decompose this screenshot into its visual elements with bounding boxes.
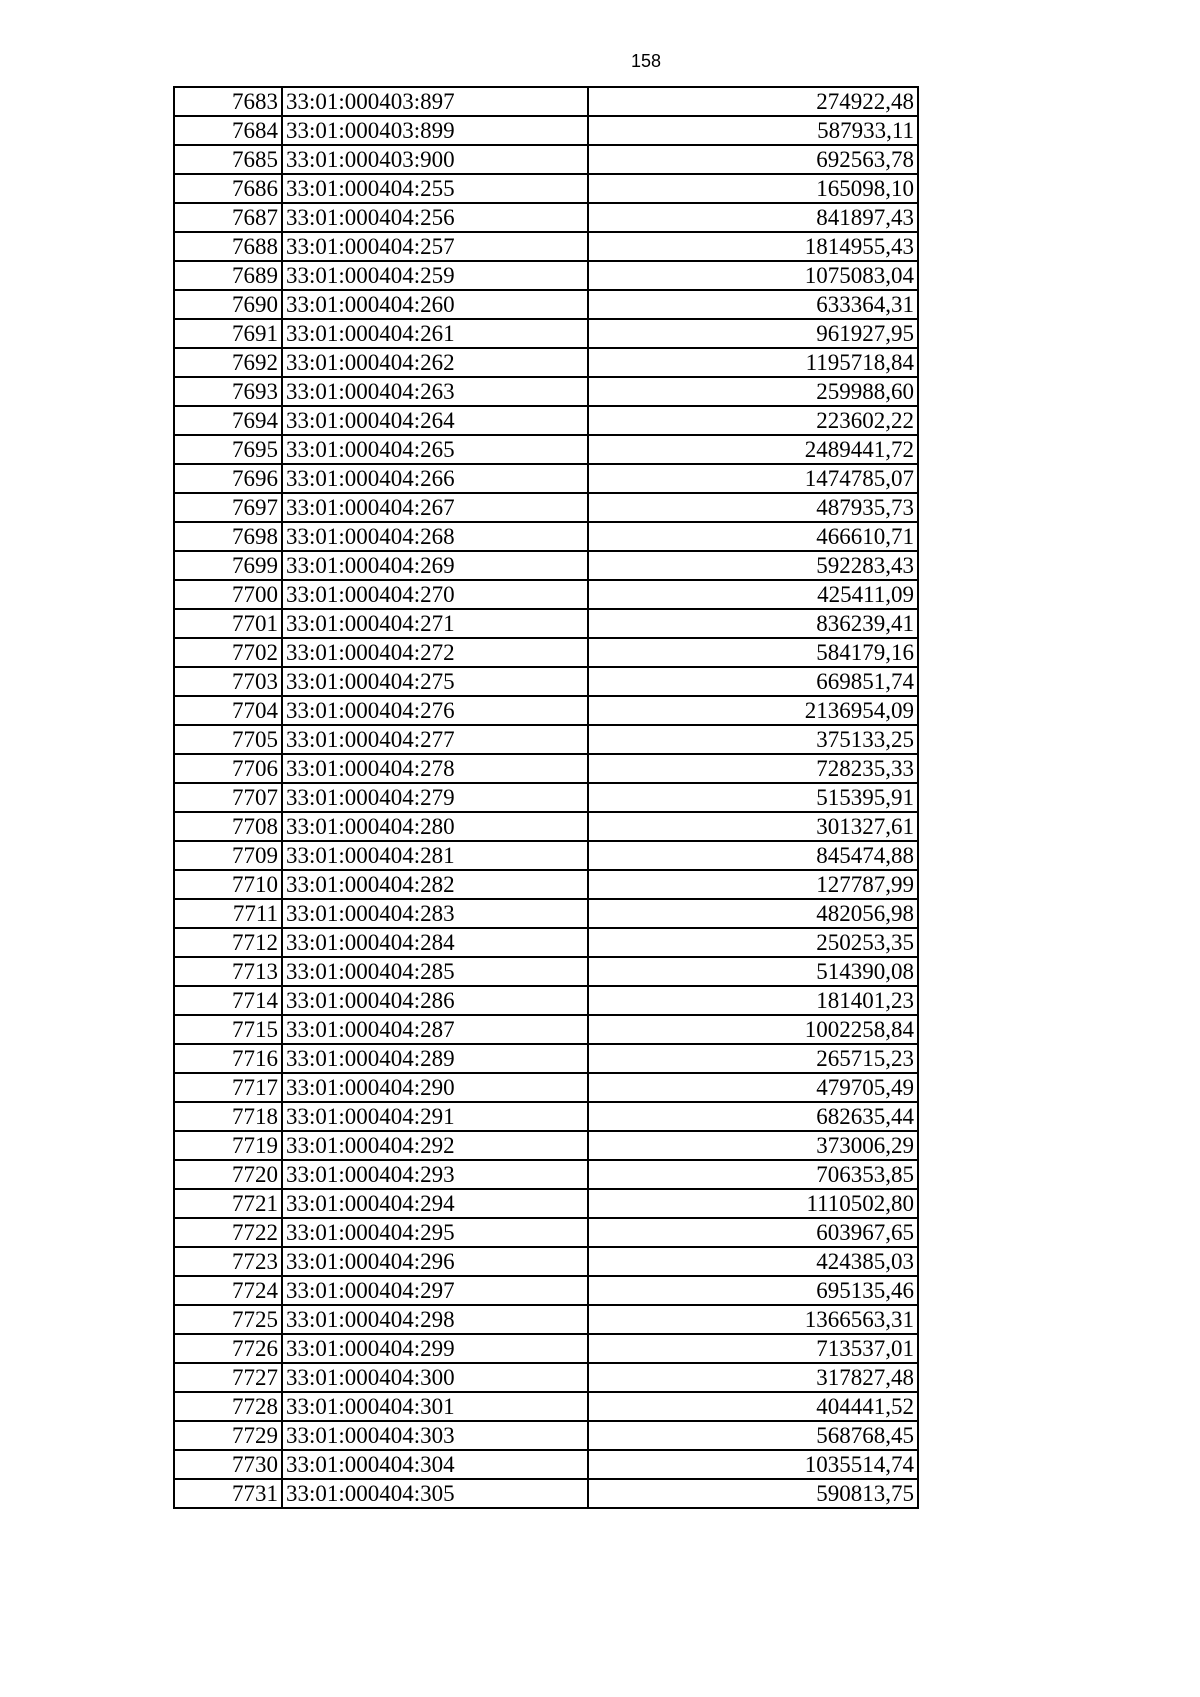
value-cell: 404441,52 — [588, 1392, 918, 1421]
value-cell: 181401,23 — [588, 986, 918, 1015]
row-number-cell: 7713 — [174, 957, 282, 986]
row-number-cell: 7687 — [174, 203, 282, 232]
table-row — [174, 464, 918, 493]
row-number-cell: 7701 — [174, 609, 282, 638]
cadastral-number-cell: 33:01:000404:298 — [282, 1305, 588, 1334]
cadastral-number-cell: 33:01:000404:266 — [282, 464, 588, 493]
row-number-cell: 7706 — [174, 754, 282, 783]
table-row — [174, 174, 918, 203]
table-row — [174, 1450, 918, 1479]
value-cell: 466610,71 — [588, 522, 918, 551]
table-row — [174, 551, 918, 580]
value-cell: 1075083,04 — [588, 261, 918, 290]
table-row — [174, 1363, 918, 1392]
cadastral-number-cell: 33:01:000404:269 — [282, 551, 588, 580]
value-cell: 301327,61 — [588, 812, 918, 841]
row-number-cell: 7729 — [174, 1421, 282, 1450]
row-number-cell: 7712 — [174, 928, 282, 957]
table-row — [174, 1334, 918, 1363]
value-cell: 375133,25 — [588, 725, 918, 754]
row-number-cell: 7730 — [174, 1450, 282, 1479]
value-cell: 590813,75 — [588, 1479, 918, 1508]
cadastral-number-cell: 33:01:000404:291 — [282, 1102, 588, 1131]
table-row — [174, 232, 918, 261]
table-row — [174, 609, 918, 638]
table-row — [174, 261, 918, 290]
value-cell: 1002258,84 — [588, 1015, 918, 1044]
table-row — [174, 1247, 918, 1276]
row-number-cell: 7720 — [174, 1160, 282, 1189]
cadastral-number-cell: 33:01:000404:295 — [282, 1218, 588, 1247]
row-number-cell: 7715 — [174, 1015, 282, 1044]
table-row — [174, 116, 918, 145]
value-cell: 373006,29 — [588, 1131, 918, 1160]
cadastral-number-cell: 33:01:000404:265 — [282, 435, 588, 464]
cadastral-number-cell: 33:01:000403:897 — [282, 87, 588, 116]
row-number-cell: 7698 — [174, 522, 282, 551]
table-row — [174, 667, 918, 696]
row-number-cell: 7695 — [174, 435, 282, 464]
value-cell: 1110502,80 — [588, 1189, 918, 1218]
row-number-cell: 7711 — [174, 899, 282, 928]
value-cell: 259988,60 — [588, 377, 918, 406]
row-number-cell: 7708 — [174, 812, 282, 841]
value-cell: 845474,88 — [588, 841, 918, 870]
cadastral-number-cell: 33:01:000404:278 — [282, 754, 588, 783]
row-number-cell: 7717 — [174, 1073, 282, 1102]
row-number-cell: 7721 — [174, 1189, 282, 1218]
cadastral-number-cell: 33:01:000404:293 — [282, 1160, 588, 1189]
table-row — [174, 1015, 918, 1044]
row-number-cell: 7692 — [174, 348, 282, 377]
value-cell: 479705,49 — [588, 1073, 918, 1102]
table-row — [174, 377, 918, 406]
cadastral-number-cell: 33:01:000404:300 — [282, 1363, 588, 1392]
cadastral-number-cell: 33:01:000404:294 — [282, 1189, 588, 1218]
cadastral-number-cell: 33:01:000404:285 — [282, 957, 588, 986]
cadastral-number-cell: 33:01:000404:276 — [282, 696, 588, 725]
table-row — [174, 725, 918, 754]
cadastral-number-cell: 33:01:000404:277 — [282, 725, 588, 754]
value-cell: 692563,78 — [588, 145, 918, 174]
row-number-cell: 7693 — [174, 377, 282, 406]
table-row — [174, 1392, 918, 1421]
table-row — [174, 1421, 918, 1450]
row-number-cell: 7700 — [174, 580, 282, 609]
cadastral-number-cell: 33:01:000404:284 — [282, 928, 588, 957]
cadastral-number-cell: 33:01:000404:286 — [282, 986, 588, 1015]
table-row — [174, 1479, 918, 1508]
row-number-cell: 7707 — [174, 783, 282, 812]
value-cell: 515395,91 — [588, 783, 918, 812]
row-number-cell: 7697 — [174, 493, 282, 522]
row-number-cell: 7718 — [174, 1102, 282, 1131]
value-cell: 961927,95 — [588, 319, 918, 348]
table-row — [174, 783, 918, 812]
table-row — [174, 406, 918, 435]
cadastral-number-cell: 33:01:000404:281 — [282, 841, 588, 870]
row-number-cell: 7690 — [174, 290, 282, 319]
cadastral-value-table — [173, 86, 919, 1509]
cadastral-number-cell: 33:01:000404:259 — [282, 261, 588, 290]
row-number-cell: 7727 — [174, 1363, 282, 1392]
table-row — [174, 1189, 918, 1218]
table-row — [174, 1218, 918, 1247]
cadastral-table-container — [173, 86, 919, 1509]
table-row — [174, 841, 918, 870]
value-cell: 728235,33 — [588, 754, 918, 783]
value-cell: 514390,08 — [588, 957, 918, 986]
cadastral-number-cell: 33:01:000404:270 — [282, 580, 588, 609]
value-cell: 633364,31 — [588, 290, 918, 319]
table-row — [174, 580, 918, 609]
table-row — [174, 1276, 918, 1305]
value-cell: 841897,43 — [588, 203, 918, 232]
row-number-cell: 7723 — [174, 1247, 282, 1276]
table-row — [174, 145, 918, 174]
cadastral-number-cell: 33:01:000404:279 — [282, 783, 588, 812]
cadastral-number-cell: 33:01:000404:305 — [282, 1479, 588, 1508]
row-number-cell: 7688 — [174, 232, 282, 261]
row-number-cell: 7686 — [174, 174, 282, 203]
row-number-cell: 7689 — [174, 261, 282, 290]
table-row — [174, 87, 918, 116]
cadastral-number-cell: 33:01:000404:267 — [282, 493, 588, 522]
cadastral-number-cell: 33:01:000404:280 — [282, 812, 588, 841]
value-cell: 1195718,84 — [588, 348, 918, 377]
value-cell: 425411,09 — [588, 580, 918, 609]
value-cell: 695135,46 — [588, 1276, 918, 1305]
table-row — [174, 899, 918, 928]
row-number-cell: 7694 — [174, 406, 282, 435]
cadastral-number-cell: 33:01:000404:262 — [282, 348, 588, 377]
row-number-cell: 7683 — [174, 87, 282, 116]
value-cell: 127787,99 — [588, 870, 918, 899]
value-cell: 706353,85 — [588, 1160, 918, 1189]
cadastral-number-cell: 33:01:000404:268 — [282, 522, 588, 551]
table-row — [174, 986, 918, 1015]
cadastral-number-cell: 33:01:000404:297 — [282, 1276, 588, 1305]
cadastral-number-cell: 33:01:000404:290 — [282, 1073, 588, 1102]
cadastral-number-cell: 33:01:000404:263 — [282, 377, 588, 406]
value-cell: 265715,23 — [588, 1044, 918, 1073]
value-cell: 713537,01 — [588, 1334, 918, 1363]
table-row — [174, 1044, 918, 1073]
cadastral-number-cell: 33:01:000404:304 — [282, 1450, 588, 1479]
table-row — [174, 696, 918, 725]
table-row — [174, 812, 918, 841]
cadastral-number-cell: 33:01:000404:255 — [282, 174, 588, 203]
row-number-cell: 7731 — [174, 1479, 282, 1508]
value-cell: 250253,35 — [588, 928, 918, 957]
row-number-cell: 7724 — [174, 1276, 282, 1305]
table-row — [174, 638, 918, 667]
table-row — [174, 493, 918, 522]
row-number-cell: 7702 — [174, 638, 282, 667]
table-row — [174, 348, 918, 377]
cadastral-number-cell: 33:01:000403:899 — [282, 116, 588, 145]
table-row — [174, 435, 918, 464]
row-number-cell: 7728 — [174, 1392, 282, 1421]
row-number-cell: 7696 — [174, 464, 282, 493]
table-row — [174, 319, 918, 348]
row-number-cell: 7699 — [174, 551, 282, 580]
cadastral-number-cell: 33:01:000404:261 — [282, 319, 588, 348]
page-number: 158 — [630, 51, 662, 71]
row-number-cell: 7703 — [174, 667, 282, 696]
table-row — [174, 754, 918, 783]
cadastral-number-cell: 33:01:000404:296 — [282, 1247, 588, 1276]
cadastral-number-cell: 33:01:000404:260 — [282, 290, 588, 319]
table-row — [174, 290, 918, 319]
row-number-cell: 7710 — [174, 870, 282, 899]
row-number-cell: 7705 — [174, 725, 282, 754]
cadastral-number-cell: 33:01:000404:287 — [282, 1015, 588, 1044]
value-cell: 1035514,74 — [588, 1450, 918, 1479]
value-cell: 274922,48 — [588, 87, 918, 116]
value-cell: 223602,22 — [588, 406, 918, 435]
cadastral-number-cell: 33:01:000404:272 — [282, 638, 588, 667]
row-number-cell: 7684 — [174, 116, 282, 145]
value-cell: 587933,11 — [588, 116, 918, 145]
row-number-cell: 7726 — [174, 1334, 282, 1363]
table-row — [174, 928, 918, 957]
value-cell: 165098,10 — [588, 174, 918, 203]
value-cell: 1814955,43 — [588, 232, 918, 261]
table-row — [174, 1131, 918, 1160]
cadastral-number-cell: 33:01:000404:256 — [282, 203, 588, 232]
row-number-cell: 7685 — [174, 145, 282, 174]
cadastral-number-cell: 33:01:000403:900 — [282, 145, 588, 174]
row-number-cell: 7722 — [174, 1218, 282, 1247]
value-cell: 584179,16 — [588, 638, 918, 667]
value-cell: 1366563,31 — [588, 1305, 918, 1334]
value-cell: 317827,48 — [588, 1363, 918, 1392]
row-number-cell: 7716 — [174, 1044, 282, 1073]
cadastral-number-cell: 33:01:000404:299 — [282, 1334, 588, 1363]
cadastral-number-cell: 33:01:000404:292 — [282, 1131, 588, 1160]
table-row — [174, 1102, 918, 1131]
value-cell: 2136954,09 — [588, 696, 918, 725]
row-number-cell: 7691 — [174, 319, 282, 348]
value-cell: 682635,44 — [588, 1102, 918, 1131]
table-row — [174, 1160, 918, 1189]
row-number-cell: 7704 — [174, 696, 282, 725]
value-cell: 669851,74 — [588, 667, 918, 696]
cadastral-number-cell: 33:01:000404:303 — [282, 1421, 588, 1450]
value-cell: 836239,41 — [588, 609, 918, 638]
value-cell: 482056,98 — [588, 899, 918, 928]
value-cell: 2489441,72 — [588, 435, 918, 464]
value-cell: 603967,65 — [588, 1218, 918, 1247]
table-row — [174, 522, 918, 551]
table-row — [174, 870, 918, 899]
table-row — [174, 203, 918, 232]
cadastral-number-cell: 33:01:000404:283 — [282, 899, 588, 928]
row-number-cell: 7725 — [174, 1305, 282, 1334]
cadastral-number-cell: 33:01:000404:275 — [282, 667, 588, 696]
table-row — [174, 957, 918, 986]
cadastral-number-cell: 33:01:000404:289 — [282, 1044, 588, 1073]
table-row — [174, 1073, 918, 1102]
value-cell: 592283,43 — [588, 551, 918, 580]
row-number-cell: 7719 — [174, 1131, 282, 1160]
row-number-cell: 7709 — [174, 841, 282, 870]
value-cell: 487935,73 — [588, 493, 918, 522]
value-cell: 568768,45 — [588, 1421, 918, 1450]
cadastral-number-cell: 33:01:000404:301 — [282, 1392, 588, 1421]
value-cell: 424385,03 — [588, 1247, 918, 1276]
table-row — [174, 1305, 918, 1334]
value-cell: 1474785,07 — [588, 464, 918, 493]
cadastral-number-cell: 33:01:000404:282 — [282, 870, 588, 899]
cadastral-number-cell: 33:01:000404:257 — [282, 232, 588, 261]
cadastral-number-cell: 33:01:000404:264 — [282, 406, 588, 435]
table-body — [174, 87, 918, 1508]
cadastral-number-cell: 33:01:000404:271 — [282, 609, 588, 638]
row-number-cell: 7714 — [174, 986, 282, 1015]
